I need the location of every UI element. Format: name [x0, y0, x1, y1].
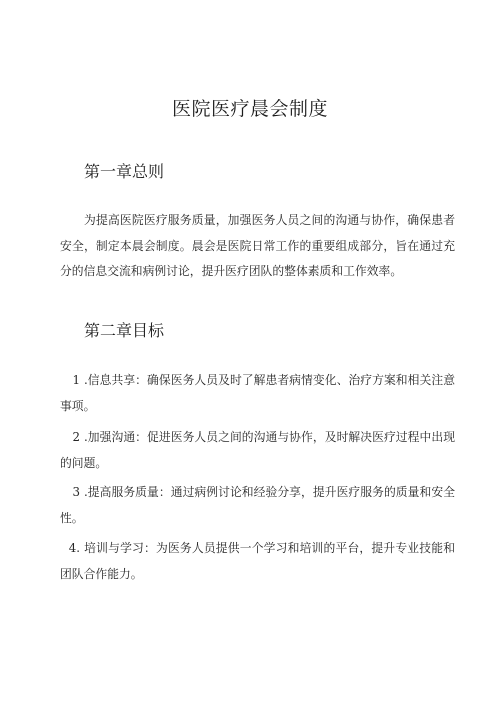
general-provisions-paragraph: 为提高医院医疗服务质量，加强医务人员之间的沟通与协作，确保患者安全，制定本晨会制度。晨会是医院日常工作的重要组成部分，旨在通过充分的信息交流和病例讨论，提升医疗团队的整体素质和工作效率。	[60, 213, 455, 278]
list-item-text: 培训与学习：为医务人员提供一个学习和培训的平台，提升专业技能和团队合作能力。	[60, 541, 455, 581]
list-item-text: .加强沟通：促进医务人员之间的沟通与协作，及时解决医疗过程中出现的问题。	[60, 430, 455, 470]
list-item-text: .信息共享：确保医务人员及时了解患者病情变化、治疗方案和相关注意事项。	[60, 373, 455, 413]
section-heading-general: 第一章总则	[84, 162, 165, 181]
list-item-number: 2	[72, 430, 80, 444]
list-item-number: 4.	[68, 541, 80, 555]
list-item	[60, 536, 455, 587]
list-item-number: 1	[72, 373, 80, 387]
list-item-number: 3	[72, 485, 80, 499]
list-item	[60, 480, 455, 531]
document-title: 医院医疗晨会制度	[171, 98, 328, 120]
list-item	[60, 368, 455, 419]
list-item-text: .提高服务质量：通过病例讨论和经验分享，提升医疗服务的质量和安全性。	[60, 485, 455, 525]
list-item	[60, 425, 455, 476]
section-heading-objectives: 第二章目标	[84, 321, 165, 340]
